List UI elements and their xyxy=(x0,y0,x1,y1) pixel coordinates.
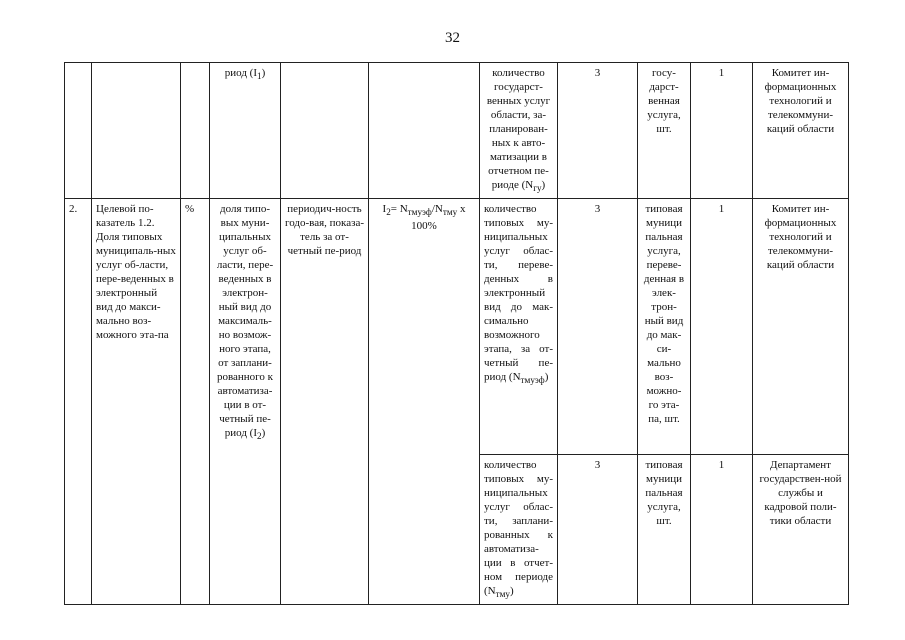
cell-base-indicator xyxy=(480,63,558,199)
cell-measure-unit: % xyxy=(181,199,210,605)
base-indicator-text: количество типовых му-ниципальных услуг облас-ти, заплани-рованных к автоматиза-ции в отчет-ном периоде (N xyxy=(484,459,553,598)
base-indicator-text: количество государст-венных услуг области, за-планирован-ных к авто-матизации в отчетном пе-риоде (N xyxy=(486,67,551,191)
cell-number: 2. xyxy=(65,199,92,605)
formula-tail: x 100% xyxy=(411,203,466,233)
cell-name: Целевой по-казатель 1.2. Доля типовых муниципаль-ных услуг об-ласти, пере-веденных в электронный вид до макси-мально воз-можного эта-па xyxy=(92,199,181,605)
base-indicator-sub: гу xyxy=(533,183,542,194)
cell-method: 1 xyxy=(691,455,753,605)
cell-base-indicator xyxy=(480,455,558,605)
cell-method: 1 xyxy=(691,199,753,455)
page-number: 32 xyxy=(445,30,460,46)
base-indicator-sub: тму xyxy=(495,589,510,600)
cell-periodicity xyxy=(281,63,369,199)
definition-text: риод (I xyxy=(224,67,257,79)
cell-measure-unit xyxy=(181,63,210,199)
definition-end: ) xyxy=(261,427,266,440)
cell-definition xyxy=(210,199,281,605)
cell-code: 3 xyxy=(558,199,638,455)
cell-definition xyxy=(210,63,281,199)
cell-method: 1 xyxy=(691,63,753,199)
base-indicator-sub: тмуэф xyxy=(520,375,545,386)
cell-periodicity: периодич-ность годо-вая, показа-тель за от-четный пе-риод xyxy=(281,199,369,605)
base-indicator-end: ) xyxy=(544,371,549,384)
base-indicator-end: ) xyxy=(541,179,546,191)
formula-prefix-sub: 2 xyxy=(386,207,391,218)
cell-responsible: Комитет ин-формационных технологий и телекоммуни-каций области xyxy=(753,63,849,199)
cell-formula xyxy=(369,199,480,605)
cell-responsible: Комитет ин-формационных технологий и телекоммуни-каций области xyxy=(753,199,849,455)
formula-prefix: I xyxy=(382,203,387,216)
indicator-table xyxy=(64,62,849,605)
base-indicator-text: количество типовых му-ниципальных услуг облас-ти, переве-денных в электронный вид до мак-симально возможного этапа, за от-четный пе-риод (N xyxy=(484,203,553,384)
cell-base-indicator xyxy=(480,199,558,455)
cell-formula xyxy=(369,63,480,199)
table-row xyxy=(65,63,849,199)
cell-code: 3 xyxy=(558,455,638,605)
formula-slash: /N xyxy=(431,203,443,216)
cell-number xyxy=(65,63,92,199)
definition-end: ) xyxy=(261,67,266,79)
table-row xyxy=(65,199,849,455)
base-indicator-end: ) xyxy=(509,585,514,598)
definition-sub: 2 xyxy=(257,431,262,442)
cell-unit: типовая муници пальная услуга, переве-денная в элек-трон-ный вид до мак-си-мально воз-можно-го эта-па, шт. xyxy=(638,199,691,455)
cell-name xyxy=(92,63,181,199)
cell-responsible: Департамент государствен-ной службы и кадровой поли-тики области xyxy=(753,455,849,605)
cell-unit: типовая муници пальная услуга, шт. xyxy=(638,455,691,605)
cell-unit: госу-дарст-венная услуга, шт. xyxy=(638,63,691,199)
formula-num-sub: тмуэф xyxy=(407,207,432,218)
definition-text: доля типо-вых муни-ципальных услуг об-ласти, пере-веденных в электрон-ный вид до максималь-но возмож-ного этапа, от заплани-рованного к автоматиза-ции в от-четный пе-риод (I xyxy=(216,203,274,440)
formula-den-sub: тму xyxy=(442,207,458,218)
formula-eq: = N xyxy=(390,203,408,216)
definition-sub: 1 xyxy=(257,71,262,82)
cell-code: 3 xyxy=(558,63,638,199)
